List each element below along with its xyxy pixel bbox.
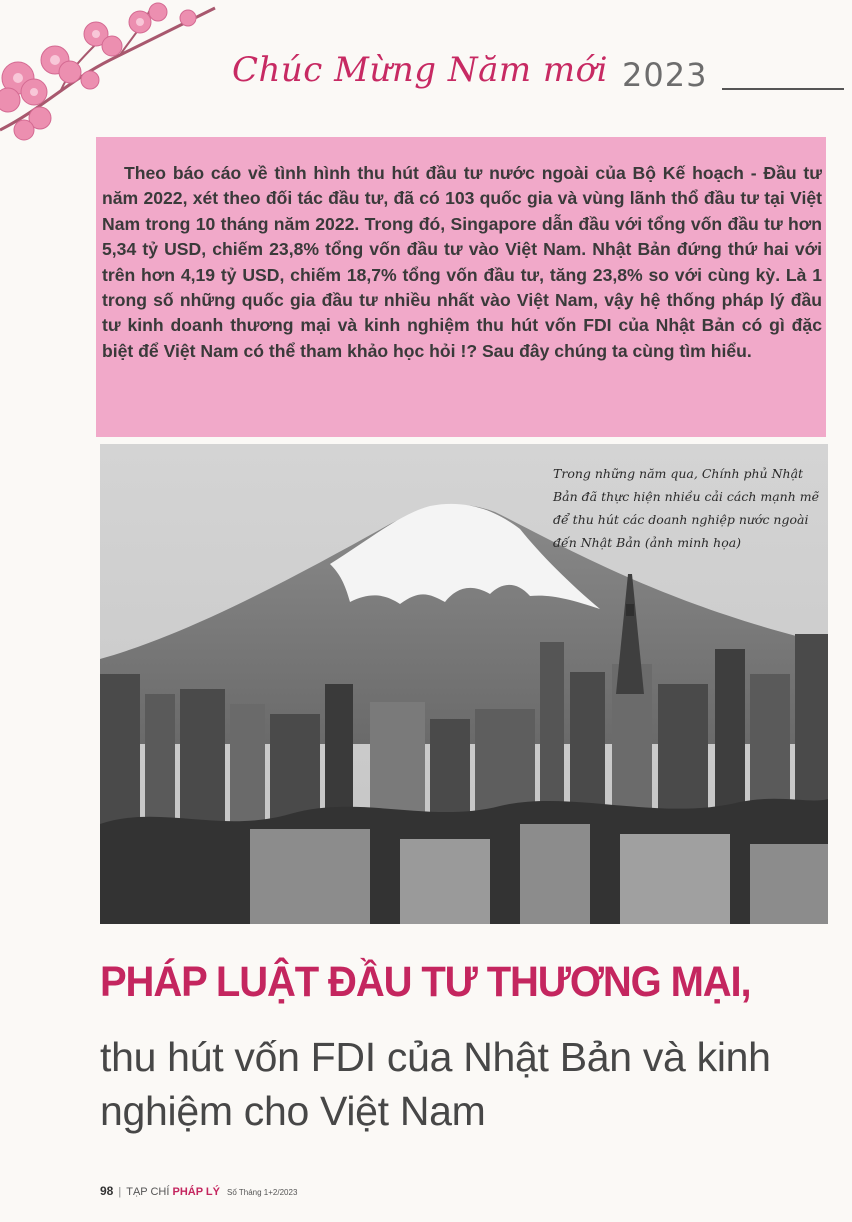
- article-subtitle: thu hút vốn FDI của Nhật Bản và kinh nghiệm cho Việt Nam: [100, 1034, 771, 1134]
- header-divider: [722, 88, 844, 90]
- new-year-greeting: Chúc Mừng Năm mới: [232, 50, 608, 90]
- page-number: 98: [100, 1184, 114, 1198]
- article-title: PHÁP LUẬT ĐẦU TƯ THƯƠNG MẠI,: [100, 958, 751, 1006]
- photo-caption: Trong những năm qua, Chính phủ Nhật Bản đã thực hiện nhiều cải cách mạnh mẽ để thu hút các doanh nghiệp nước ngoài đến Nhật Bản (ảnh minh họa): [553, 466, 820, 550]
- issue-label: Số Tháng 1+2/2023: [227, 1188, 298, 1197]
- magazine-name: PHÁP LÝ: [172, 1186, 220, 1198]
- intro-box: [96, 137, 826, 437]
- cherry-blossom-decoration: [0, 0, 230, 150]
- greeting-year: 2023: [622, 56, 708, 94]
- intro-paragraph: Theo báo cáo về tình hình thu hút đầu tư nước ngoài của Bộ Kế hoạch - Đầu tư năm 2022, xét theo đối tác đầu tư, đã có 103 quốc gia và vùng lãnh thổ đầu tư tại Việt Nam trong 10 tháng năm 2022. Trong đó, Singapore dẫn đầu với tổng vốn đầu tư hơn 5,34 tỷ USD, chiếm 23,8% tổng vốn đầu tư vào Việt Nam. Nhật Bản đứng thứ hai với trên hơn 4,19 tỷ USD, chiếm 18,7% tổng vốn đầu tư, tăng 23,8% so với cùng kỳ. Là 1 trong số những quốc gia đầu tư nhiều nhất vào Việt Nam, vậy hệ thống pháp lý đầu tư kinh doanh thương mại và kinh nghiệm thu hút vốn FDI của Nhật Bản có gì đặc biệt để Việt Nam có thể tham khảo học hỏi !? Sau đây chúng ta cùng tìm hiểu.: [102, 163, 822, 361]
- magazine-prefix: TẠP CHÍ: [126, 1186, 170, 1198]
- page-footer: 98 | TẠP CHÍ PHÁP LÝ Số Tháng 1+2/2023: [100, 1184, 298, 1198]
